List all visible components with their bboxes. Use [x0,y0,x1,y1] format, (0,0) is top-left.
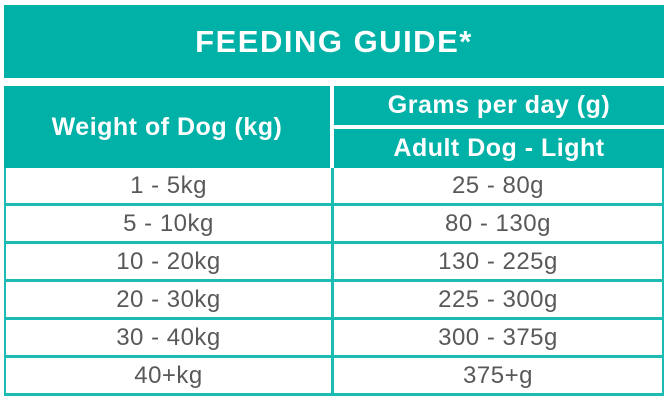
table-row [6,358,662,393]
weight-cell: 10 - 20kg [6,244,334,279]
title-separator [4,78,664,86]
page-title: FEEDING GUIDE* [195,23,473,59]
weight-cell: 30 - 40kg [6,320,334,355]
grams-cell: 80 - 130g [445,209,551,237]
table-row [6,244,662,282]
table-row [6,206,662,244]
table-body [4,168,664,396]
weight-cell: 20 - 30kg [6,282,334,317]
column-subheader-adult-dog-light: Adult Dog - Light [334,129,664,168]
column-header-grams-per-day: Grams per day (g) [334,86,664,125]
table-row [6,320,662,358]
column-header-grams-group [334,86,664,168]
feeding-guide-table [4,5,664,396]
grams-cell: 25 - 80g [451,171,545,199]
column-header-weight: Weight of Dog (kg) [4,86,330,168]
grams-cell: 300 - 375g [438,323,558,351]
grams-cell: 225 - 300g [438,285,558,313]
table-row [6,282,662,320]
weight-cell: 5 - 10kg [6,206,334,241]
table-row [6,168,662,206]
weight-cell: 40+kg [6,358,334,393]
table-header [4,86,664,168]
title-banner [4,5,664,78]
weight-cell: 1 - 5kg [6,168,334,203]
grams-cell: 130 - 225g [438,247,558,275]
grams-cell: 375+g [463,361,533,389]
